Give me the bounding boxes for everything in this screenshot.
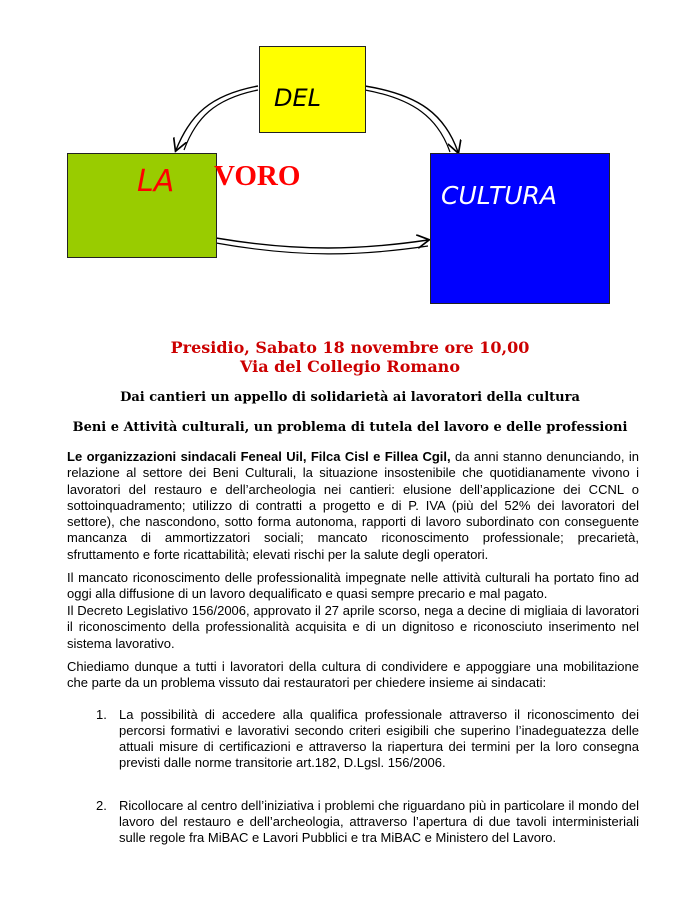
list-text: La possibilità di accedere alla qualifica professionale attraverso il riconoscimento dei percorsi formativi e lavorativi secondo criteri esigibili che superino l’inadeguatezza delle attuali misure di certificazioni e attraverso la riapertura dei termini per la loro consegna previsti dalle norme transitorie art.182, D.Lgsl. 156/2006. xyxy=(119,707,639,770)
paragraph-decree: Il Decreto Legislativo 156/2006, approvato il 27 aprile scorso, nega a decine di migliaia di lavoratori il riconoscimento della professionalità acquisita e di un dignitoso e riconosciuto inserimento nel sistema lavorativo. xyxy=(67,603,639,651)
list-text: Ricollocare al centro dell’iniziativa i problemi che riguardano più in particolare il mondo del lavoro del restauro e dell’archeologia, attraverso l’apertura di due tavoli interministeriali sulle regole fra MiBAC e Lavori Pubblici e tra MiBAC e Ministero del Lavoro. xyxy=(119,798,639,845)
del-label: DEL xyxy=(274,84,322,112)
arrow-del-to-la-inner xyxy=(184,90,258,150)
paragraph-recognition: Il mancato riconoscimento delle professionalità impegnate nelle attività culturali ha portato fino ad oggi alla diffusione di un lavoro dequalificato e quasi sempre precario e mal pagato. xyxy=(67,570,639,602)
cultura-label: CULTURA xyxy=(441,181,558,210)
list-item xyxy=(96,798,639,846)
list-number: 1. xyxy=(96,707,107,722)
unions-text: da anni stanno denunciando, in relazione al settore dei Beni Culturali, la situazione insostenibile che quotidianamente vivono i lavoratori del restauro e dell’archeologia nei cantieri: elusione dell’applicazione dei CCNL o sottoinquadramento; utilizzo di contratti a progetto e di P. IVA (più del 52% dei lavoratori del settore), che nascondono, sotto forma autonoma, rapporti di lavoro subordinato con conseguente mancanza di ammortizzatori sociali; mancato riconoscimento professionale; precarietà, sfruttamento e forte ricattabilità; elevati rischi per la salute degli operatori. xyxy=(67,449,639,562)
arrow-del-to-cultura xyxy=(365,86,458,152)
unions-names: Le organizzazioni sindacali Feneal Uil, Filca Cisl e Fillea Cgil, xyxy=(67,449,451,464)
appeal-subtitle: Dai cantieri un appello di solidarietà ai lavoratori della cultura xyxy=(120,390,580,405)
event-location: Via del Collegio Romano xyxy=(240,357,460,376)
lavoro-cultura-diagram xyxy=(0,0,700,320)
cultura-box xyxy=(430,153,610,304)
paragraph-unions xyxy=(67,449,639,563)
arrow-la-to-cultura xyxy=(216,238,428,248)
topic-subtitle: Beni e Attività culturali, un problema di tutela del lavoro e delle professioni xyxy=(72,420,628,435)
list-item xyxy=(96,707,639,771)
voro-label: VORO xyxy=(214,160,301,192)
paragraph-appeal: Chiediamo dunque a tutti i lavoratori della cultura di condividere e appoggiare una mobilitazione che parte da un problema vissuto dai restauratori per chiedere insieme ai sindacati: xyxy=(67,659,639,691)
list-number: 2. xyxy=(96,798,107,813)
arrow-del-to-cultura-inner xyxy=(365,90,450,152)
event-title: Presidio, Sabato 18 novembre ore 10,00 xyxy=(170,338,530,357)
la-label: LA xyxy=(137,164,175,199)
